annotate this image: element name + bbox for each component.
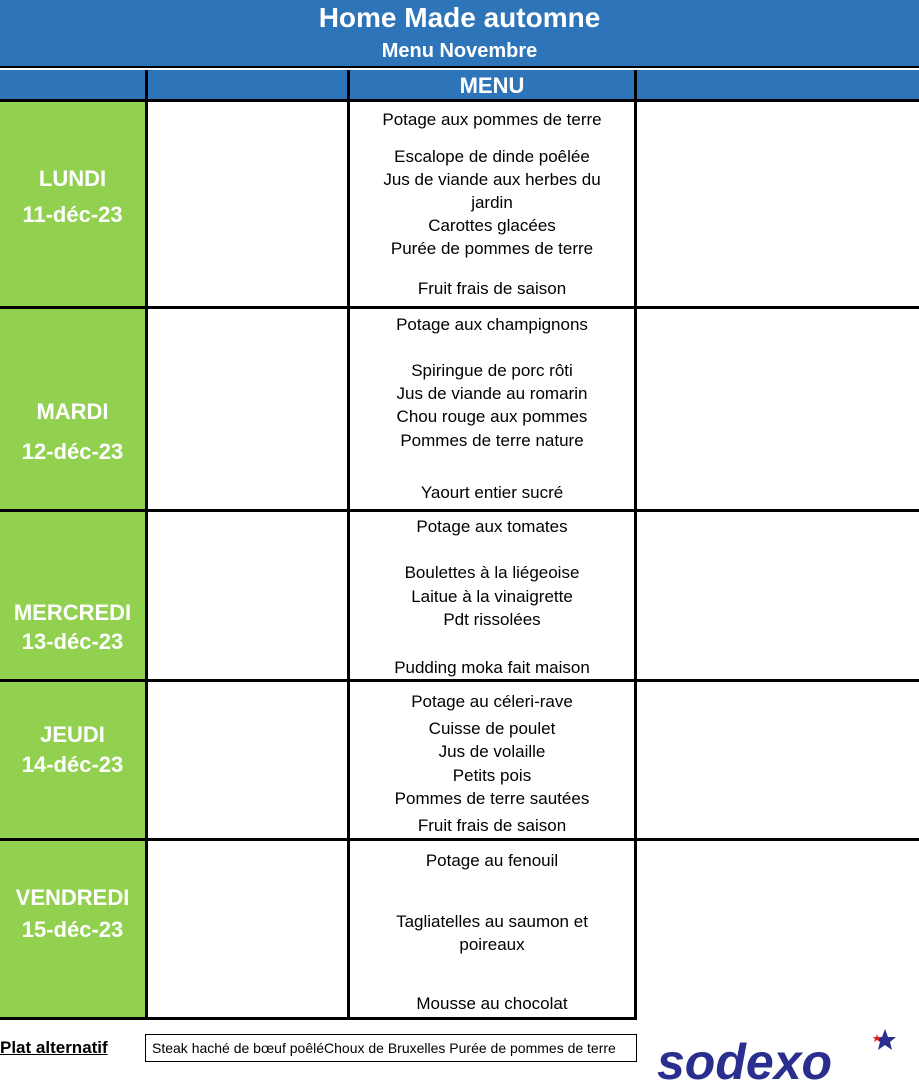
- day-name: MARDI: [36, 399, 109, 424]
- day-cell-lundi: [0, 102, 145, 309]
- day-date: 13-déc-23: [21, 629, 124, 654]
- menu-line: Boulettes à la liégeoise: [404, 563, 580, 582]
- extra-cell: [637, 512, 919, 682]
- day-cell-vendredi: [0, 841, 145, 1020]
- day-name: LUNDI: [38, 166, 107, 191]
- menu-line: jardin: [471, 193, 513, 212]
- day-cell-mardi: [0, 309, 145, 512]
- menu-line: Yaourt entier sucré: [420, 483, 564, 502]
- day-name: MERCREDI: [13, 600, 132, 625]
- alternative-dish-label: Plat alternatif: [0, 1038, 108, 1057]
- sodexo-logo-graphic: [655, 1025, 919, 1086]
- menu-line: Fruit frais de saison: [417, 279, 567, 298]
- day-cell-jeudi: [0, 682, 145, 841]
- day-cell-mercredi: [0, 512, 145, 682]
- logo-wordmark: sodexo: [657, 1034, 833, 1086]
- extra-cell: [637, 309, 919, 512]
- blank-cell: [145, 102, 347, 309]
- menu-cell-vendredi: [347, 841, 637, 1020]
- day-date: 12-déc-23: [21, 439, 124, 464]
- menu-line: Tagliatelles au saumon et: [396, 912, 588, 931]
- menu-line: Pudding moka fait maison: [394, 658, 590, 677]
- page-title: Home Made automne: [318, 2, 601, 33]
- menu-line: Jus de volaille: [438, 742, 546, 761]
- menu-line: Carottes glacées: [428, 216, 556, 235]
- menu-line: Mousse au chocolat: [416, 994, 568, 1013]
- menu-line: Cuisse de poulet: [428, 719, 556, 738]
- menu-line: Fruit frais de saison: [417, 816, 567, 835]
- day-date: 14-déc-23: [21, 752, 124, 777]
- alternative-dish-text: Steak haché de bœuf poêléChoux de Bruxelles Purée de pommes de terre: [145, 1034, 637, 1062]
- menu-column-header: MENU: [347, 70, 637, 102]
- title-banner: [0, 0, 919, 68]
- header-cell-blank: [145, 70, 347, 102]
- menu-cell-jeudi: [347, 682, 637, 841]
- menu-line: Spiringue de porc rôti: [411, 361, 573, 380]
- day-date: 11-déc-23: [22, 202, 123, 227]
- page-subtitle: Menu Novembre: [381, 40, 538, 62]
- header-cell-extra: [637, 70, 919, 102]
- menu-line: Potage aux tomates: [416, 517, 568, 536]
- menu-line: Potage au céleri-rave: [411, 692, 573, 711]
- menu-cell-mardi: [347, 309, 637, 512]
- menu-cell-lundi: [347, 102, 637, 309]
- day-name: VENDREDI: [15, 885, 130, 910]
- menu-line: Potage aux pommes de terre: [382, 110, 602, 129]
- menu-line: Escalope de dinde poêlée: [394, 147, 590, 166]
- menu-line: Purée de pommes de terre: [390, 239, 594, 258]
- menu-line: Jus de viande aux herbes du: [383, 170, 601, 189]
- menu-line: Pommes de terre nature: [400, 431, 584, 450]
- extra-cell: [637, 682, 919, 841]
- menu-line: Jus de viande au romarin: [396, 384, 588, 403]
- blank-cell: [145, 512, 347, 682]
- sodexo-logo: [655, 1025, 919, 1086]
- menu-line: Potage au fenouil: [425, 851, 559, 870]
- menu-line: Chou rouge aux pommes: [396, 407, 588, 426]
- menu-line: poireaux: [459, 935, 525, 954]
- extra-cell: [637, 102, 919, 309]
- menu-line: Pommes de terre sautées: [394, 789, 590, 808]
- day-name: JEUDI: [40, 722, 105, 747]
- menu-line: Potage aux champignons: [396, 315, 588, 334]
- menu-cell-mercredi: [347, 512, 637, 682]
- blank-cell: [145, 309, 347, 512]
- day-date: 15-déc-23: [21, 917, 124, 942]
- extra-cell: [637, 841, 919, 1020]
- blank-cell: [145, 682, 347, 841]
- blank-cell: [145, 841, 347, 1020]
- menu-line: Pdt rissolées: [443, 610, 541, 629]
- header-cell-day: [0, 70, 145, 102]
- menu-line: Petits pois: [452, 766, 532, 785]
- menu-line: Laitue à la vinaigrette: [411, 587, 573, 606]
